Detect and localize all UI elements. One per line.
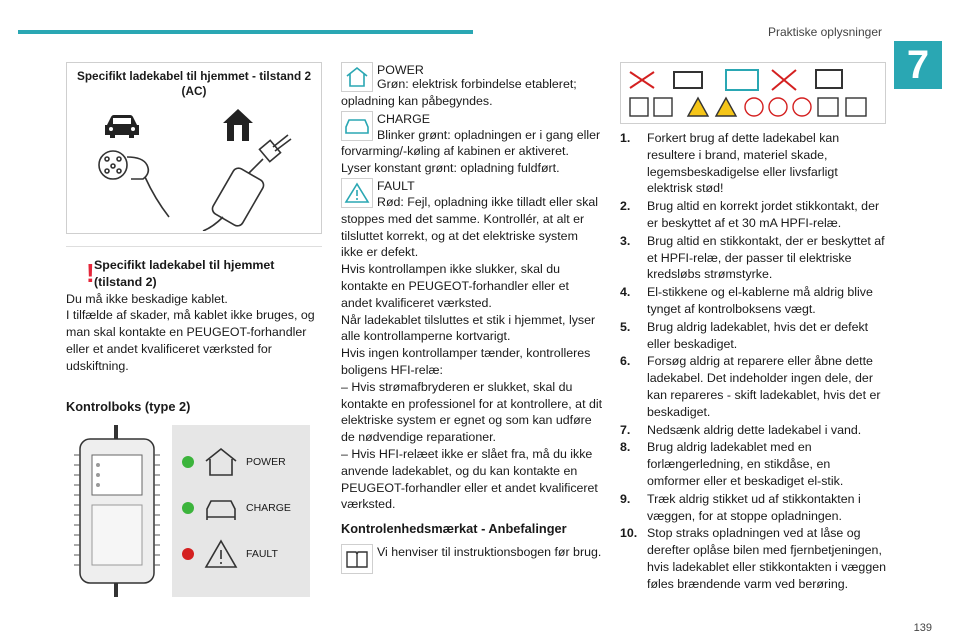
red-led-icon: [182, 548, 194, 560]
warning-triangle-icon: [204, 539, 238, 569]
list-item: 10. Stop straks opladningen ved at låse og derefter oplåse bilen med fjernbetjeningen, hvis ladekablet eller stikkontakten i væggen føles brændende varm ved berøring.: [620, 526, 886, 591]
header-accent-bar: [18, 30, 473, 34]
chapter-number: 7: [894, 41, 942, 89]
column-1: [66, 62, 322, 597]
fault-text: Rød: Fejl, opladning ikke tilladt eller skal stoppes med det samme. Kontrollér, at alt er tilsluttet korrekt, og at det elektriske system ikke er defekt. Hvis kontrollampen ikke slukker, skal du kontakte en PEUGEOT-forhandler eller et andet kvalificeret værksted. Når ladekablet tilsluttes et stik i hjemmet, lyser alle kontrollamperne kortvarigt. Hvis ingen kontrollamper tænder, kontrolleres boligens HFI-relæ: – Hvis strømafbryderen er slukket, skal du kontakte en professionel for at kontrollere, at dit elektriske system er egnet og som kan udføre de nødvendige reparationer. – Hvis HFI-relæet ikke er slået fra, må du ikke anvende ladekablet, og du kan kontakte en PEUGEOT-forhandler eller et andet kvalificeret værksted.: [341, 194, 603, 512]
list-item: 7. Nedsænk aldrig dette ladekabel i vand.: [620, 422, 862, 437]
prohibition-pictograms-row-1: [630, 70, 842, 90]
fault-label: FAULT: [377, 178, 415, 193]
manual-note-text: Vi henviser til instruktionsbogen før brug.: [377, 544, 602, 559]
warning-block: [66, 246, 322, 375]
car-icon: [341, 111, 373, 141]
warning-text: Du må ikke beskadige kablet. I tilfælde af skader, må kablet ikke bruges, og man skal kontakte en PEUGEOT-forhandler eller et andet kvalificeret værksted for udskiftning.: [66, 291, 315, 373]
column-2: [341, 62, 603, 574]
manual-note: [341, 544, 603, 574]
exclamation-icon: !: [86, 258, 95, 288]
column-3: [620, 62, 886, 594]
charging-cable-illustration: [73, 99, 315, 231]
warning-title: Specifikt ladekabel til hjemmet (tilstand 2): [94, 258, 275, 289]
safety-pictograms-row-2: [630, 98, 866, 116]
safety-pictograms-illustration: [624, 66, 882, 120]
green-led-icon: [182, 502, 194, 514]
list-item: 4. El-stikkene og el-kablerne må aldrig blive tynget af kontrolboksens vægt.: [620, 285, 873, 316]
list-item: 5. Brug aldrig ladekablet, hvis det er defekt eller beskadiget.: [620, 319, 869, 351]
book-icon: [341, 544, 373, 574]
list-item: 8. Brug aldrig ladekablet med en forlængerledning, en stikdåse, en omformer eller et beskadiget el-stik.: [620, 440, 844, 488]
cable-figure-box: [66, 62, 322, 234]
car-icon: [204, 493, 238, 523]
fault-indicator-row: [182, 531, 300, 577]
house-icon: [204, 447, 238, 477]
control-box-figure: [66, 425, 322, 597]
green-led-icon: [182, 456, 194, 468]
house-icon: [223, 109, 253, 141]
control-box-device-illustration: [66, 425, 166, 597]
charge-indicator-label: CHARGE: [246, 501, 291, 514]
list-item: 2. Brug altid en korrekt jordet stikkontakt, der er beskyttet af et 30 mA HPFI-relæ.: [620, 199, 880, 230]
power-text: Grøn: elektrisk forbindelse etableret; opladning kan påbegyndes.: [341, 77, 577, 108]
car-icon: [105, 115, 139, 138]
fault-indicator-label: FAULT: [246, 547, 278, 560]
house-icon: [341, 62, 373, 92]
charge-indicator-row: [182, 485, 300, 531]
charge-text: Blinker grønt: opladningen er i gang eller forvarming/-køling af kabinen er aktiveret. Lyser konstant grønt: opladning fuldført.: [341, 127, 601, 176]
charge-label: CHARGE: [377, 111, 431, 126]
list-item: 6. Forsøg aldrig at reparere eller åbne dette ladekabel. Det indeholder ingen dele, der kan repareres - skift ladekablet, hvis det er beskadiget.: [620, 354, 881, 419]
recommendations-list: [620, 130, 886, 593]
power-label: POWER: [377, 63, 424, 77]
label-recommendations-heading: Kontrolenhedsmærkat - Anbefalinger: [341, 521, 567, 537]
list-item: 9. Træk aldrig stikket ud af stikkontakten i væggen, for at stoppe opladningen.: [620, 491, 861, 523]
list-item: 3. Brug altid en stikkontakt, der er beskyttet af et HPFI-relæ, der passer til elektriske kredsløbs strømstyrke.: [620, 233, 885, 282]
power-indicator-row: [182, 439, 300, 485]
warning-triangle-icon: [341, 178, 373, 208]
list-item: 1. Forkert brug af dette ladekabel kan resultere i brand, materiel skade, legemsbeskadigelse eller livsfarligt elektrisk stød!: [620, 131, 840, 196]
power-indicator-label: POWER: [246, 455, 286, 468]
safety-label-figure: [620, 62, 886, 124]
section-title: Praktiske oplysninger: [767, 25, 882, 39]
type2-connector-icon: [99, 151, 169, 217]
indicator-legend-panel: [172, 425, 310, 597]
control-box-cable-icon: [203, 135, 291, 231]
control-box-heading: Kontrolboks (type 2): [66, 398, 191, 414]
cable-box-title: Specifikt ladekabel til hjemmet - tilstand 2 (AC): [76, 69, 312, 98]
page-number: 139: [913, 622, 932, 634]
